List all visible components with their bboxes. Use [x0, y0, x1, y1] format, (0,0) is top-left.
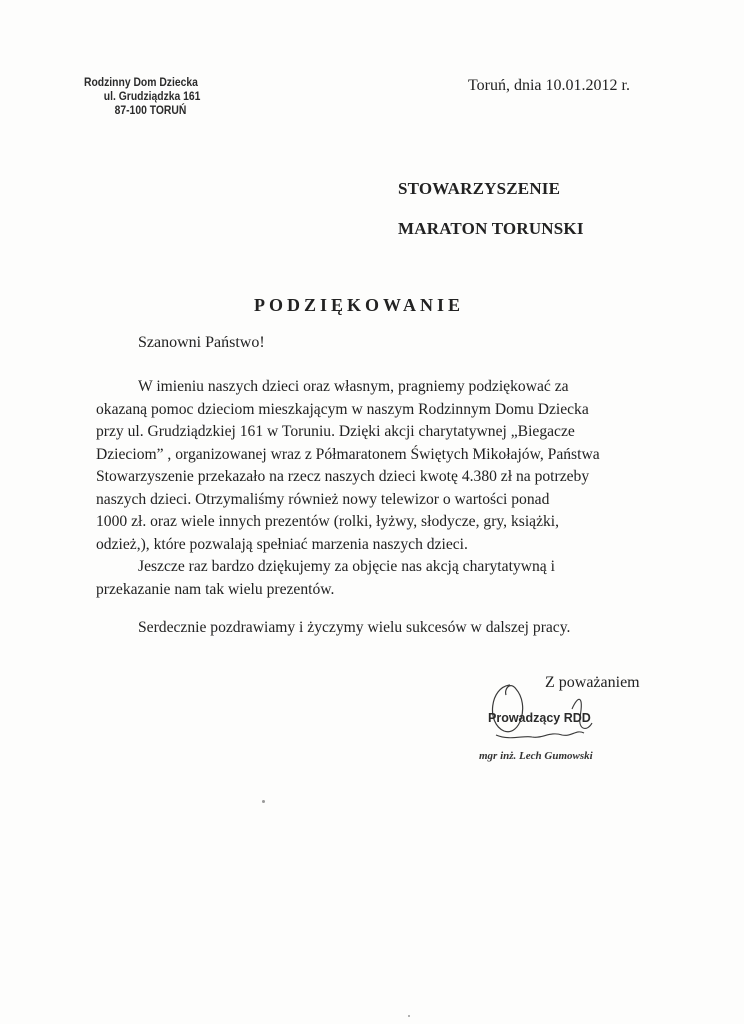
- body-line: odzież,), które pozwalają spełniać marzenia naszych dzieci.: [96, 535, 468, 553]
- recipient-line-2: MARATON TORUNSKI: [398, 219, 584, 238]
- sender-city: 87-100 TORUŃ: [114, 105, 187, 117]
- body-line: przekazanie nam tak wielu prezentów.: [96, 580, 335, 598]
- body-line: Dzieciom” , organizowanej wraz z Półmaratonem Świętych Mikołajów, Państwa: [96, 445, 600, 463]
- letter-date: Toruń, dnia 10.01.2012 r.: [468, 77, 630, 94]
- body-line: W imieniu naszych dzieci oraz własnym, pragniemy podziękować za: [138, 378, 569, 395]
- signature-name-stamp: mgr inż. Lech Gumowski: [479, 750, 593, 762]
- body-line: okazaną pomoc dzieciom mieszkającym w naszym Rodzinnym Domu Dziecka: [96, 400, 589, 418]
- scan-speck: [262, 800, 265, 803]
- body-line: Stowarzyszenie przekazało na rzecz naszych dzieci kwotę 4.380 zł na potrzeby: [96, 468, 590, 485]
- sender-stamp: [84, 76, 200, 118]
- body-line: 1000 zł. oraz wiele innych prezentów (rolki, łyżwy, słodycze, gry, książki,: [96, 513, 560, 530]
- letter-title: PODZIĘKOWANIE: [254, 295, 465, 315]
- body-line: przy ul. Grudziądzkiej 161 w Toruniu. Dzięki akcji charytatywnej „Biegacze: [96, 423, 575, 440]
- body-line: Jeszcze raz bardzo dziękujemy za objęcie nas akcją charytatywną i: [138, 558, 555, 575]
- closing-regards: Z poważaniem: [545, 674, 640, 691]
- signature-role-stamp: Prowadzący RDD: [488, 711, 591, 725]
- sender-name: Rodzinny Dom Dziecka: [84, 77, 198, 89]
- scan-speck: [408, 1015, 410, 1017]
- handwritten-signature: [480, 665, 620, 745]
- recipient-line-1: STOWARZYSZENIE: [398, 179, 561, 198]
- sender-street: ul. Grudziądzka 161: [103, 91, 201, 103]
- closing-greeting: Serdecznie pozdrawiamy i życzymy wielu sukcesów w dalszej pracy.: [138, 619, 571, 636]
- salutation: Szanowni Państwo!: [138, 334, 265, 351]
- letter-body: [96, 376, 656, 601]
- recipient-block: [398, 179, 584, 239]
- body-line: naszych dzieci. Otrzymaliśmy również nowy telewizor o wartości ponad: [96, 490, 550, 508]
